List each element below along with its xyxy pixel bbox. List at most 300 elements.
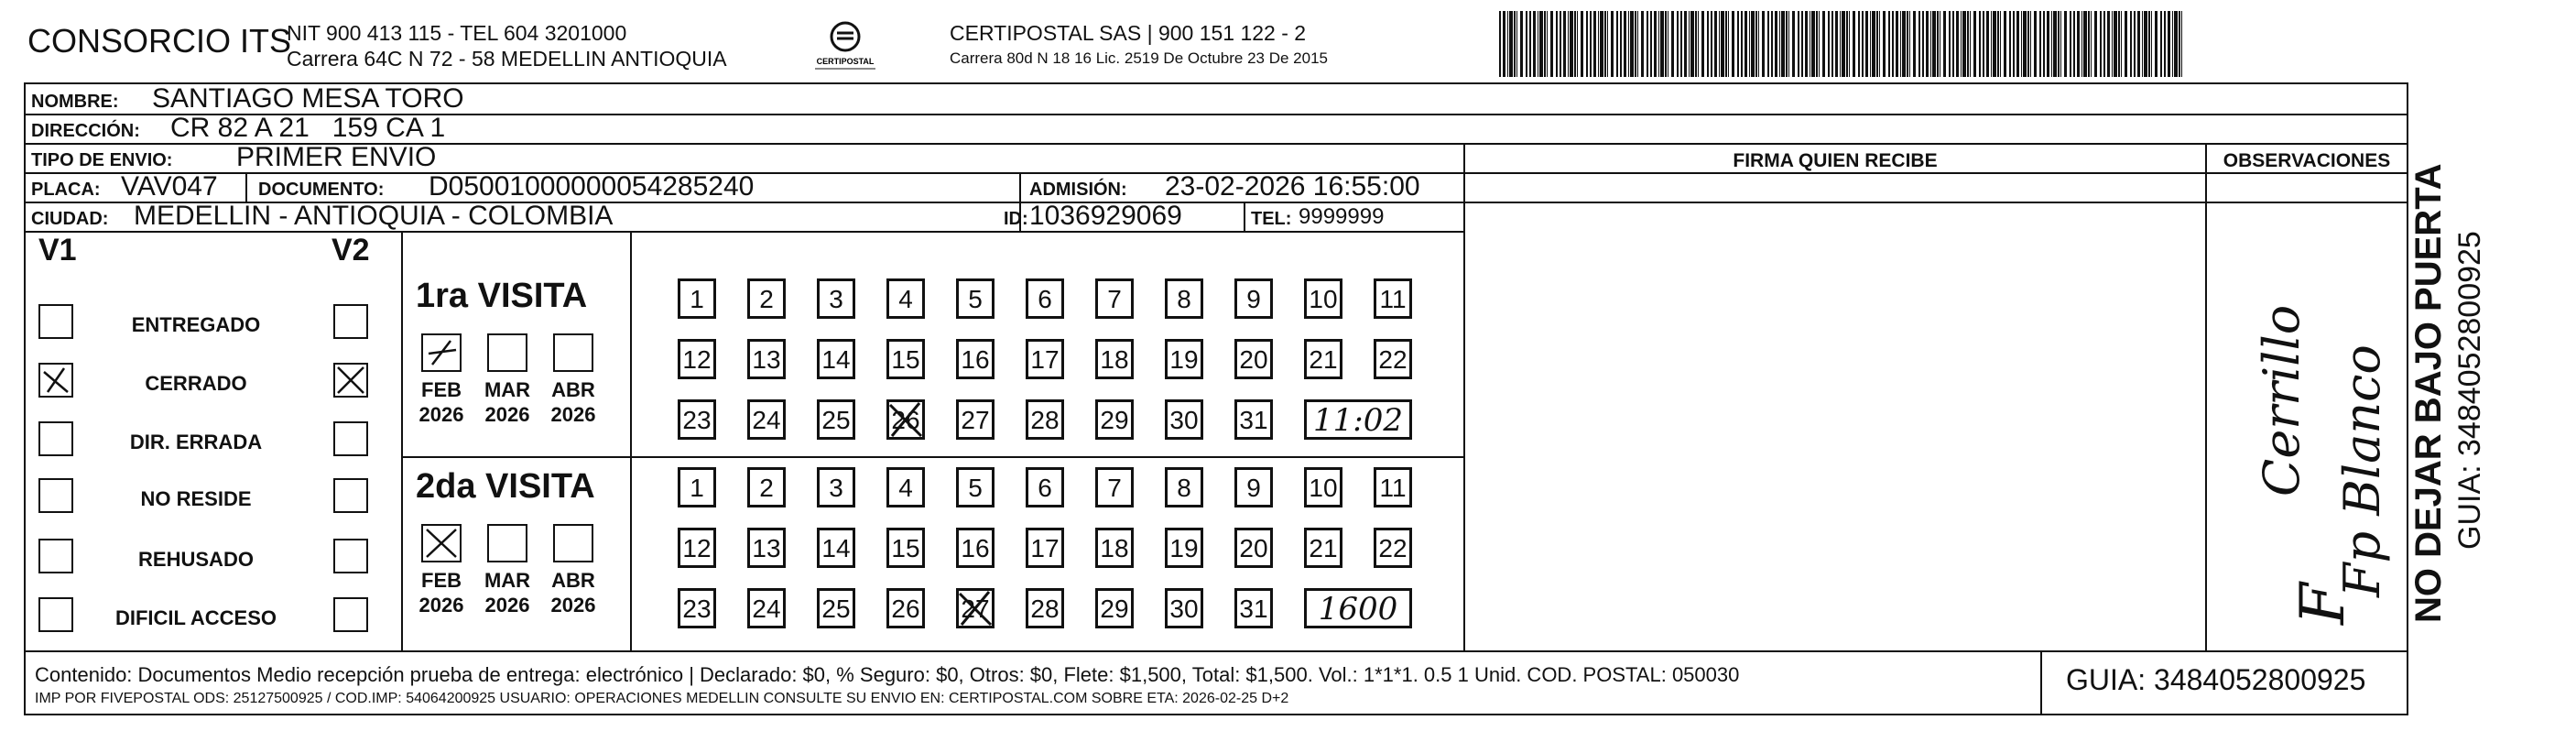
barcode-bar bbox=[2121, 11, 2122, 77]
status-label: DIR. ERRADA bbox=[129, 431, 263, 453]
barcode-bar bbox=[1568, 11, 1569, 77]
barcode-bar bbox=[1600, 11, 1603, 77]
month-checkbox bbox=[421, 524, 462, 562]
calendar-day: 1 bbox=[678, 278, 716, 319]
calendar-day: 6 bbox=[1026, 467, 1064, 507]
barcode-bar bbox=[2112, 11, 2113, 77]
barcode-bar bbox=[2047, 11, 2049, 77]
barcode-bar bbox=[1846, 11, 1848, 77]
barcode-bar bbox=[1962, 11, 1966, 77]
barcode-bar bbox=[2016, 11, 2019, 77]
barcode-bar bbox=[1842, 11, 1845, 77]
barcode-bar bbox=[1979, 11, 1981, 77]
company-address-line: Carrera 64C N 72 - 58 MEDELLIN ANTIOQUIA bbox=[287, 47, 727, 71]
barcode-bar bbox=[1831, 11, 1833, 77]
calendar-day: 15 bbox=[886, 339, 925, 379]
month-year: 2026 bbox=[418, 403, 464, 426]
v2-header: V2 bbox=[332, 233, 370, 267]
calendar-day: 14 bbox=[817, 528, 855, 568]
v1-checkbox bbox=[38, 478, 73, 513]
v1-checkbox bbox=[38, 597, 73, 632]
barcode-bar bbox=[1745, 11, 1747, 77]
calendar-day: 16 bbox=[956, 528, 995, 568]
barcode-bar bbox=[1786, 11, 1788, 77]
barcode-bar bbox=[1828, 11, 1830, 77]
nombre-label: NOMBRE: bbox=[31, 92, 119, 112]
admision-label: ADMISIÓN: bbox=[1029, 180, 1127, 200]
calendar-day: 26 bbox=[886, 399, 925, 440]
barcode-bar bbox=[2091, 11, 2092, 77]
barcode-bar bbox=[1701, 11, 1704, 77]
barcode-bar bbox=[1707, 11, 1709, 77]
signature-left-border bbox=[1463, 143, 1465, 650]
direccion-value: CR 82 A 21 159 CA 1 bbox=[170, 113, 446, 143]
month-checkbox bbox=[487, 333, 527, 372]
calendar-day: 9 bbox=[1234, 278, 1273, 319]
barcode-bar bbox=[2073, 11, 2075, 77]
barcode-bar bbox=[1550, 11, 1553, 77]
calendar-day: 28 bbox=[1026, 588, 1064, 628]
first-visit-title: 1ra VISITA bbox=[416, 277, 588, 315]
obs-handwritten-1: Cerrillo bbox=[2253, 304, 2310, 496]
barcode-bar bbox=[1779, 11, 1780, 77]
company-nit-line: NIT 900 413 115 - TEL 604 3201000 bbox=[287, 21, 627, 45]
id-value: 1036929069 bbox=[1029, 201, 1182, 231]
side-warning: NO DEJAR BAJO PUERTA bbox=[2408, 163, 2449, 623]
certipostal-logo bbox=[804, 18, 886, 75]
barcode-bar bbox=[1943, 11, 1946, 77]
footer-print-info: IMP POR FIVEPOSTAL ODS: 25127500925 / COD.IMP: 54064200925 USUARIO: OPERACIONES MEDELLIN CONSULTE SU ENVIO EN: CERTIPOSTAL.COM SOBRE ETA: 2026-02-25 D+2 bbox=[35, 691, 1289, 706]
barcode-bar bbox=[1819, 11, 1820, 77]
barcode-bar bbox=[2051, 11, 2052, 77]
calendar-day: 8 bbox=[1165, 278, 1203, 319]
barcode-bar bbox=[1749, 11, 1750, 77]
barcode-bar bbox=[1658, 11, 1659, 77]
courier-line: CERTIPOSTAL SAS | 900 151 122 - 2 bbox=[950, 21, 1307, 45]
barcode-bar bbox=[1689, 11, 1690, 77]
barcode-bar bbox=[2179, 11, 2180, 77]
month-label bbox=[416, 568, 467, 617]
obs-left-border bbox=[2205, 143, 2207, 650]
obs-handwritten-3: Fp Blanco bbox=[2333, 344, 2391, 597]
barcode-bar bbox=[1970, 11, 1971, 77]
barcode-bar bbox=[1840, 11, 1841, 77]
barcode-bar bbox=[1690, 11, 1694, 77]
barcode-bar bbox=[1909, 11, 1910, 77]
barcode-bar bbox=[1660, 11, 1664, 77]
barcode-bar bbox=[2039, 11, 2041, 77]
barcode-bar bbox=[1711, 11, 1712, 77]
barcode-bar bbox=[1751, 11, 1755, 77]
barcode-bar bbox=[1647, 11, 1648, 77]
footer-divider bbox=[26, 650, 2407, 652]
barcode-bar bbox=[1607, 11, 1608, 77]
calendar-day: 5 bbox=[956, 467, 995, 507]
documento-value: D05001000000054285240 bbox=[429, 171, 755, 202]
tipo-envio-label: TIPO DE ENVIO: bbox=[31, 150, 173, 170]
barcode-bar bbox=[1892, 11, 1894, 77]
calendar-day: 29 bbox=[1095, 399, 1134, 440]
calendar-day: 24 bbox=[747, 588, 786, 628]
barcode-bar bbox=[1872, 11, 1875, 77]
calendar-day: 3 bbox=[817, 278, 855, 319]
barcode-bar bbox=[1896, 11, 1898, 77]
barcode-bar bbox=[1801, 11, 1803, 77]
barcode-bar bbox=[1641, 11, 1644, 77]
barcode-bar bbox=[2164, 11, 2166, 77]
calendar-day: 7 bbox=[1095, 467, 1134, 507]
ciudad-value: MEDELLIN - ANTIOQUIA - COLOMBIA bbox=[134, 201, 614, 231]
barcode-bar bbox=[1883, 11, 1886, 77]
calendar-day: 21 bbox=[1304, 528, 1342, 568]
barcode-bar bbox=[1590, 11, 1592, 77]
barcode-bar bbox=[1725, 11, 1727, 77]
calendar-day: 4 bbox=[886, 278, 925, 319]
barcode-bar bbox=[1788, 11, 1789, 77]
month-checkbox bbox=[487, 524, 527, 562]
barcode-bar bbox=[1816, 11, 1818, 77]
month-label bbox=[548, 377, 599, 427]
barcode-bar bbox=[1792, 11, 1795, 77]
calendar-day: 10 bbox=[1304, 467, 1342, 507]
v2-checkbox bbox=[333, 304, 368, 339]
calendar-day: 3 bbox=[817, 467, 855, 507]
barcode-bar bbox=[1991, 11, 1992, 77]
barcode-bar bbox=[2021, 11, 2022, 77]
barcode-bar bbox=[2172, 11, 2173, 77]
barcode-bar bbox=[1611, 11, 1614, 77]
barcode-bar bbox=[1781, 11, 1785, 77]
barcode-bar bbox=[1503, 11, 1505, 77]
barcode-bar bbox=[1902, 11, 1906, 77]
barcode-bar bbox=[1499, 11, 1501, 77]
v2-checkbox bbox=[333, 478, 368, 513]
barcode-bar bbox=[1918, 11, 1920, 77]
barcode-bar bbox=[1526, 11, 1527, 77]
ciudad-label: CIUDAD: bbox=[31, 209, 109, 229]
barcode-bar bbox=[2027, 11, 2029, 77]
calendar-day: 1 bbox=[678, 467, 716, 507]
barcode-bar bbox=[1529, 11, 1531, 77]
barcode-bar bbox=[1630, 11, 1634, 77]
month-year: 2026 bbox=[484, 403, 530, 426]
barcode-bar bbox=[1732, 11, 1734, 77]
barcode-bar bbox=[1949, 11, 1951, 77]
logo-text: CERTIPOSTAL bbox=[816, 57, 875, 66]
barcode-bar bbox=[2064, 11, 2067, 77]
calendar-day: 29 bbox=[1095, 588, 1134, 628]
barcode-bar bbox=[1714, 11, 1717, 77]
barcode-bar bbox=[2058, 11, 2060, 77]
barcode-bar bbox=[2103, 11, 2105, 77]
observaciones-header: OBSERVACIONES bbox=[2223, 150, 2391, 171]
barcode-bar bbox=[1937, 11, 1939, 77]
admision-value: 23-02-2026 16:55:00 bbox=[1165, 171, 1420, 202]
calendar-day: 15 bbox=[886, 528, 925, 568]
status-label: ENTREGADO bbox=[131, 313, 261, 336]
calendar-day: 21 bbox=[1304, 339, 1342, 379]
barcode-bar bbox=[1930, 11, 1931, 77]
footer-guia: GUIA: 3484052800925 bbox=[2066, 663, 2366, 696]
calendar-day: 30 bbox=[1165, 588, 1203, 628]
calendar-day: 28 bbox=[1026, 399, 1064, 440]
calendar-day: 9 bbox=[1234, 467, 1273, 507]
barcode-bar bbox=[1684, 11, 1687, 77]
calendar-day: 13 bbox=[747, 528, 786, 568]
calendar-day: 16 bbox=[956, 339, 995, 379]
status-label: NO RESIDE bbox=[140, 487, 252, 510]
obs-handwritten-2: F bbox=[2288, 583, 2358, 625]
barcode-bar bbox=[1907, 11, 1908, 77]
shipping-form bbox=[24, 82, 2408, 715]
barcode-bar bbox=[1624, 11, 1626, 77]
barcode-bar bbox=[1570, 11, 1573, 77]
v2-checkbox bbox=[333, 363, 368, 398]
barcode-bar bbox=[1547, 11, 1548, 77]
barcode-bar bbox=[1516, 11, 1517, 77]
barcode-bar bbox=[1932, 11, 1936, 77]
barcode-bar bbox=[1737, 11, 1739, 77]
barcode-bar bbox=[2000, 11, 2001, 77]
barcode-bar bbox=[1798, 11, 1799, 77]
v1-checkbox bbox=[38, 363, 73, 398]
calendar-day: 22 bbox=[1374, 528, 1412, 568]
calendar-day: 10 bbox=[1304, 278, 1342, 319]
barcode-bar bbox=[1876, 11, 1878, 77]
calendar-day: 31 bbox=[1234, 399, 1273, 440]
barcode-bar bbox=[1671, 11, 1674, 77]
v1-checkbox bbox=[38, 421, 73, 456]
barcode-bar bbox=[1983, 11, 1984, 77]
barcode-bar bbox=[1665, 11, 1667, 77]
barcode-bar bbox=[2181, 11, 2182, 77]
month-label bbox=[548, 568, 599, 617]
barcode-bar bbox=[2094, 11, 2097, 77]
barcode-bar bbox=[1695, 11, 1697, 77]
barcode-bar bbox=[2137, 11, 2140, 77]
barcode-bar bbox=[1728, 11, 1729, 77]
barcode bbox=[1499, 11, 2186, 77]
barcode-bar bbox=[1888, 11, 1890, 77]
barcode-bar bbox=[1680, 11, 1682, 77]
footer-contents: Contenido: Documentos Medio recepción prueba de entrega: electrónico | Declarado: $0, % Seguro: $0, Otros: $0, Flete: $1,500, Total: $1,500. Vol.: 1*1*1. 0.5 1 Unid. COD. POSTAL: 050030 bbox=[35, 663, 1740, 686]
barcode-bar bbox=[2155, 11, 2158, 77]
status-label: CERRADO bbox=[145, 372, 247, 395]
barcode-bar bbox=[1544, 11, 1546, 77]
barcode-bar bbox=[2142, 11, 2143, 77]
calendar-day: 24 bbox=[747, 399, 786, 440]
barcode-bar bbox=[1677, 11, 1679, 77]
barcode-bar bbox=[2107, 11, 2110, 77]
barcode-bar bbox=[1849, 11, 1850, 77]
month-name: FEB bbox=[421, 378, 462, 401]
v1-checkbox bbox=[38, 539, 73, 573]
calendar-day: 17 bbox=[1026, 339, 1064, 379]
barcode-bar bbox=[1973, 11, 1976, 77]
placa-value: VAV047 bbox=[121, 171, 218, 202]
calendar-day: 7 bbox=[1095, 278, 1134, 319]
calendar-day: 22 bbox=[1374, 339, 1412, 379]
month-name: ABR bbox=[551, 378, 595, 401]
courier-block bbox=[950, 20, 1328, 71]
barcode-bar bbox=[1628, 11, 1629, 77]
barcode-bar bbox=[1853, 11, 1855, 77]
barcode-bar bbox=[1775, 11, 1777, 77]
barcode-bar bbox=[1560, 11, 1561, 77]
barcode-bar bbox=[1767, 11, 1769, 77]
barcode-bar bbox=[1620, 11, 1622, 77]
calendar-day: 2 bbox=[747, 278, 786, 319]
barcode-bar bbox=[1520, 11, 1523, 77]
barcode-bar bbox=[2070, 11, 2071, 77]
barcode-bar bbox=[2034, 11, 2037, 77]
courier-license-line: Carrera 80d N 18 16 Lic. 2519 De Octubre 23 De 2015 bbox=[950, 49, 1328, 67]
barcode-bar bbox=[1900, 11, 1901, 77]
calendar-day: 14 bbox=[817, 339, 855, 379]
barcode-bar bbox=[1654, 11, 1657, 77]
barcode-bar bbox=[1952, 11, 1954, 77]
calendar-day: 13 bbox=[747, 339, 786, 379]
barcode-bar bbox=[2013, 11, 2015, 77]
calendar-day: 31 bbox=[1234, 588, 1273, 628]
barcode-bar bbox=[2130, 11, 2132, 77]
calendar-day: 19 bbox=[1165, 339, 1203, 379]
barcode-bar bbox=[1926, 11, 1929, 77]
barcode-bar bbox=[1967, 11, 1969, 77]
barcode-bar bbox=[1574, 11, 1576, 77]
barcode-bar bbox=[2088, 11, 2090, 77]
barcode-bar bbox=[1581, 11, 1583, 77]
barcode-bar bbox=[2053, 11, 2057, 77]
month-year: 2026 bbox=[550, 594, 596, 617]
barcode-bar bbox=[1961, 11, 1962, 77]
calendar-day: 23 bbox=[678, 399, 716, 440]
calendar-day: 27 bbox=[956, 588, 995, 628]
barcode-bar bbox=[1879, 11, 1880, 77]
barcode-bar bbox=[2030, 11, 2031, 77]
month-label bbox=[416, 377, 467, 427]
v1-header: V1 bbox=[38, 233, 77, 267]
status-label: DIFICIL ACCESO bbox=[114, 606, 277, 629]
barcode-bar bbox=[2168, 11, 2170, 77]
barcode-bar bbox=[2009, 11, 2011, 77]
firma-header: FIRMA QUIEN RECIBE bbox=[1733, 150, 1938, 171]
id-label: ID: bbox=[1004, 209, 1028, 229]
calendar-day: 6 bbox=[1026, 278, 1064, 319]
second-visit-title: 2da VISITA bbox=[416, 467, 595, 506]
barcode-bar bbox=[1805, 11, 1808, 77]
side-guia: GUIA: 3484052800925 bbox=[2452, 231, 2487, 550]
barcode-bar bbox=[1577, 11, 1578, 77]
barcode-bar bbox=[1870, 11, 1871, 77]
barcode-bar bbox=[1956, 11, 1959, 77]
barcode-bar bbox=[1771, 11, 1773, 77]
month-name: ABR bbox=[551, 569, 595, 592]
barcode-bar bbox=[2083, 11, 2087, 77]
calendar-day: 2 bbox=[747, 467, 786, 507]
barcode-bar bbox=[2043, 11, 2045, 77]
calendar-day: 25 bbox=[817, 399, 855, 440]
barcode-bar bbox=[1835, 11, 1838, 77]
month-checkbox bbox=[421, 333, 462, 372]
placa-divider bbox=[245, 172, 247, 202]
barcode-bar bbox=[2148, 11, 2150, 77]
month-year: 2026 bbox=[484, 594, 530, 617]
month-name: MAR bbox=[484, 569, 531, 592]
barcode-bar bbox=[1721, 11, 1724, 77]
month-label bbox=[482, 568, 533, 617]
barcode-bar bbox=[1593, 11, 1596, 77]
documento-label: DOCUMENTO: bbox=[258, 180, 385, 200]
month-year: 2026 bbox=[550, 403, 596, 426]
month-checkbox bbox=[553, 333, 593, 372]
calendar-day: 18 bbox=[1095, 339, 1134, 379]
barcode-bar bbox=[2144, 11, 2147, 77]
barcode-bar bbox=[2081, 11, 2082, 77]
barcode-bar bbox=[1811, 11, 1815, 77]
barcode-bar bbox=[1922, 11, 1924, 77]
tel-value: 9999999 bbox=[1299, 204, 1385, 229]
calendar-day: 19 bbox=[1165, 528, 1203, 568]
calendar-day: 4 bbox=[886, 467, 925, 507]
calendar-day: 27 bbox=[956, 399, 995, 440]
month-label bbox=[482, 377, 533, 427]
calendar-day: 8 bbox=[1165, 467, 1203, 507]
barcode-bar bbox=[1507, 11, 1508, 77]
barcode-bar bbox=[1822, 11, 1825, 77]
barcode-bar bbox=[1758, 11, 1759, 77]
barcode-bar bbox=[1865, 11, 1868, 77]
calendar-day: 26 bbox=[886, 588, 925, 628]
barcode-bar bbox=[1514, 11, 1516, 77]
barcode-bar bbox=[1635, 11, 1636, 77]
barcode-bar bbox=[2023, 11, 2027, 77]
direccion-label: DIRECCIÓN: bbox=[31, 121, 140, 141]
barcode-bar bbox=[1586, 11, 1588, 77]
month-name: FEB bbox=[421, 569, 462, 592]
barcode-bar bbox=[2134, 11, 2136, 77]
barcode-bar bbox=[1986, 11, 1989, 77]
visit-divider bbox=[401, 456, 1463, 458]
calendar-day: 12 bbox=[678, 339, 716, 379]
calendar-day: 20 bbox=[1234, 339, 1273, 379]
nombre-value: SANTIAGO MESA TORO bbox=[152, 83, 464, 114]
company-nit-block bbox=[287, 20, 727, 71]
barcode-bar bbox=[2100, 11, 2102, 77]
status-right-border bbox=[401, 231, 403, 650]
barcode-bar bbox=[2060, 11, 2061, 77]
barcode-bar bbox=[1719, 11, 1720, 77]
month-year: 2026 bbox=[418, 594, 464, 617]
barcode-bar bbox=[1913, 11, 1916, 77]
barcode-bar bbox=[1556, 11, 1558, 77]
barcode-bar bbox=[1755, 11, 1757, 77]
barcode-bar bbox=[1862, 11, 1864, 77]
visit-time: 11:02 bbox=[1304, 399, 1412, 440]
barcode-bar bbox=[1741, 11, 1743, 77]
barcode-bar bbox=[1598, 11, 1599, 77]
month-checkbox bbox=[553, 524, 593, 562]
month-name: MAR bbox=[484, 378, 531, 401]
barcode-bar bbox=[1533, 11, 1536, 77]
v1-checkbox bbox=[38, 304, 73, 339]
v2-checkbox bbox=[333, 421, 368, 456]
calendar-day: 23 bbox=[678, 588, 716, 628]
barcode-bar bbox=[1539, 11, 1543, 77]
barcode-bar bbox=[2125, 11, 2127, 77]
barcode-bar bbox=[1637, 11, 1638, 77]
calendar-day: 11 bbox=[1374, 278, 1412, 319]
